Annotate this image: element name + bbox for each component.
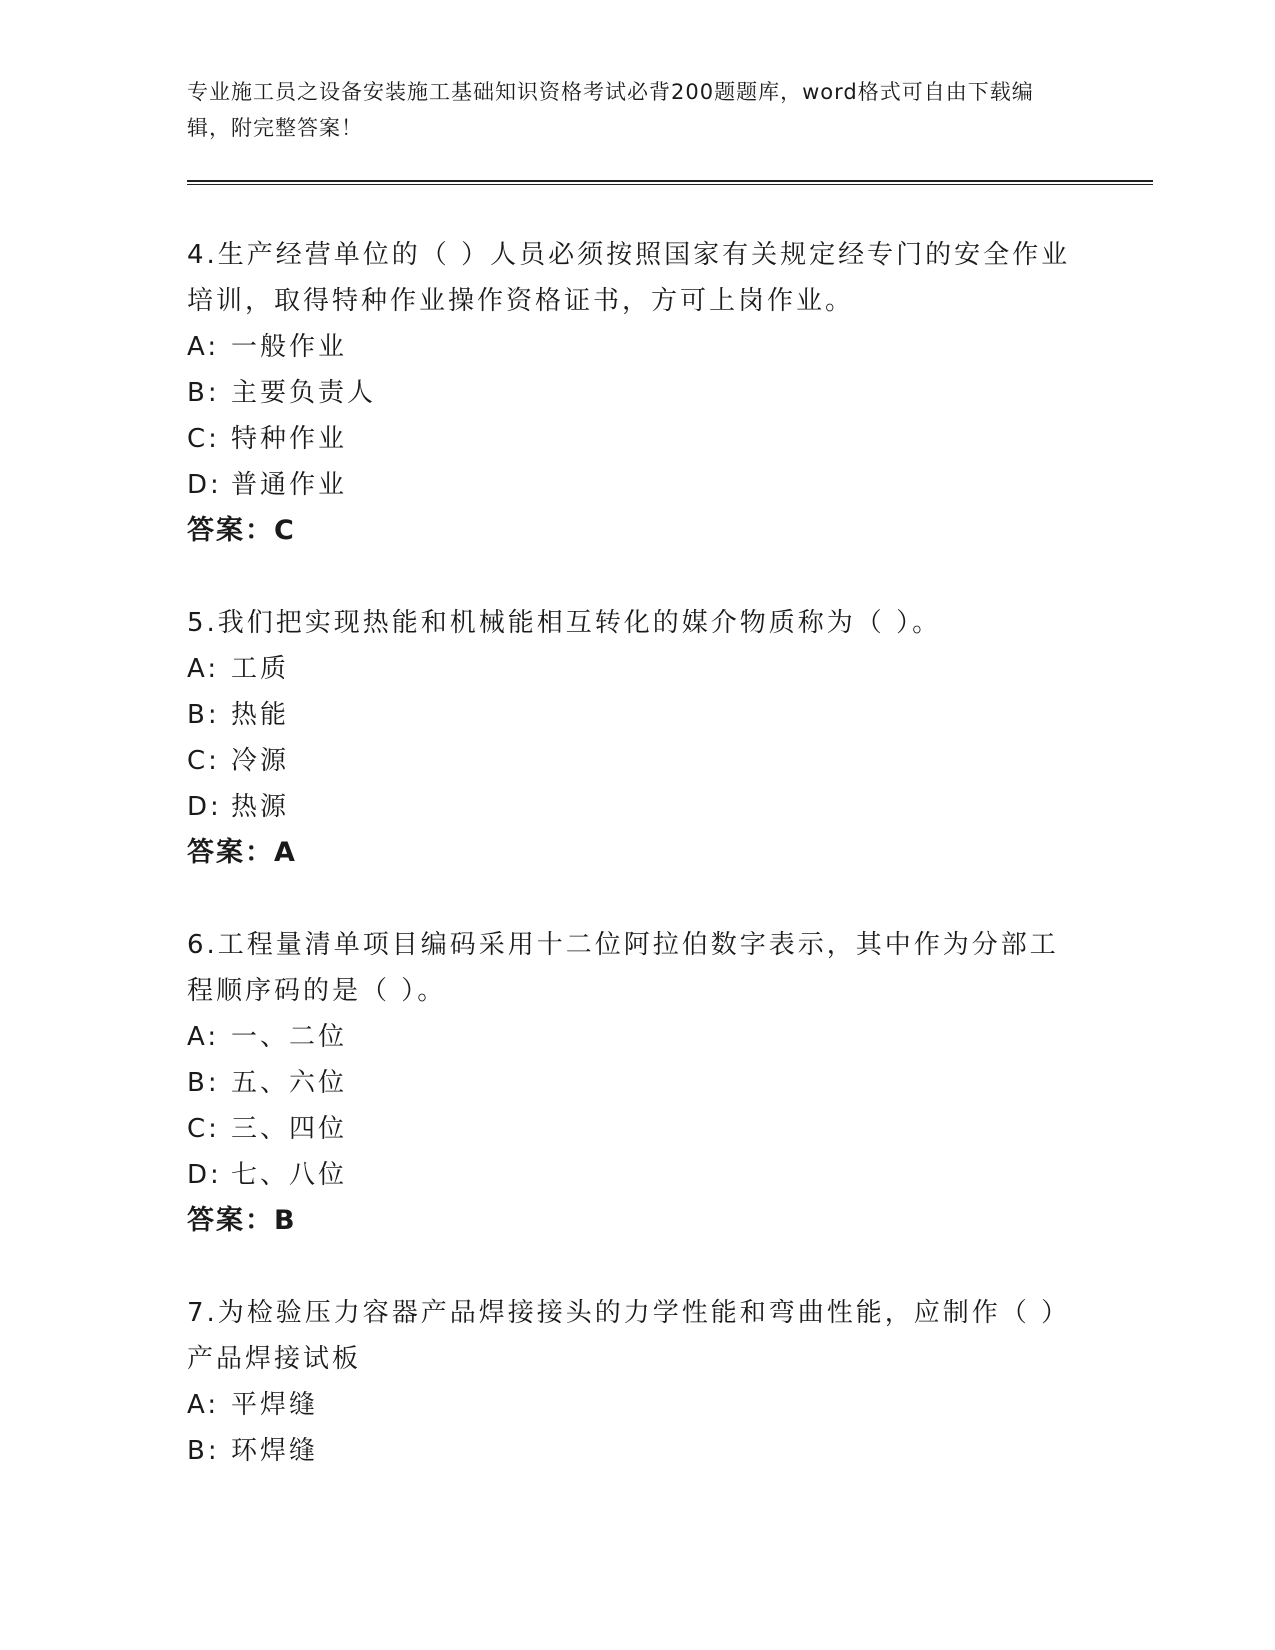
option-key: B: [187,1436,220,1466]
answer-line: 答案：C [187,515,296,546]
option-c [187,416,1087,462]
option-b [187,692,1087,738]
header-divider-thin [187,184,1153,185]
answer-line: 答案：A [187,837,297,868]
header-divider-thick [187,180,1153,182]
option-key: D: [187,792,222,822]
option-key: A: [187,1022,220,1052]
option-b [187,370,1087,416]
option-text: 冷源 [231,746,290,776]
option-text: 五、六位 [231,1068,348,1098]
option-d [187,784,1087,830]
option-key: A: [187,654,220,684]
question-5 [187,600,1087,876]
option-d [187,462,1087,508]
option-text: 普通作业 [231,470,348,500]
option-c [187,738,1087,784]
option-key: A: [187,332,220,362]
option-key: D: [187,1160,222,1190]
question-stem: 7.为检验压力容器产品焊接接头的力学性能和弯曲性能，应制作（ ）产品焊接试板 [187,1298,1071,1374]
option-key: C: [187,424,220,454]
option-c [187,1106,1087,1152]
option-key: C: [187,1114,220,1144]
question-stem: 6.工程量清单项目编码采用十二位阿拉伯数字表示，其中作为分部工程顺序码的是（ ）。 [187,930,1059,1006]
option-a [187,1382,1087,1428]
option-key: A: [187,1390,220,1420]
question-7 [187,1290,1087,1474]
option-text: 主要负责人 [231,378,377,408]
option-key: B: [187,378,220,408]
option-text: 平焊缝 [231,1390,319,1420]
option-d [187,1152,1087,1198]
option-text: 一、二位 [231,1022,348,1052]
option-b [187,1060,1087,1106]
option-text: 三、四位 [231,1114,348,1144]
option-text: 工质 [231,654,290,684]
option-text: 一般作业 [231,332,348,362]
option-key: B: [187,700,220,730]
document-header: 专业施工员之设备安装施工基础知识资格考试必背200题题库，word格式可自由下载编辑，附完整答案！ [187,80,1034,140]
answer-line: 答案：B [187,1205,297,1236]
option-text: 热能 [231,700,290,730]
option-key: B: [187,1068,220,1098]
option-a [187,324,1087,370]
option-text: 热源 [231,792,290,822]
question-list [187,232,1087,1520]
option-key: D: [187,470,222,500]
question-stem: 5.我们把实现热能和机械能相互转化的媒介物质称为（ ）。 [187,608,942,638]
option-text: 七、八位 [231,1160,348,1190]
question-4 [187,232,1087,554]
option-a [187,1014,1087,1060]
question-6 [187,922,1087,1244]
option-a [187,646,1087,692]
option-b [187,1428,1087,1474]
option-text: 环焊缝 [231,1436,319,1466]
question-stem: 4.生产经营单位的（ ）人员必须按照国家有关规定经专门的安全作业培训，取得特种作业操作资格证书，方可上岗作业。 [187,240,1071,316]
option-key: C: [187,746,220,776]
option-text: 特种作业 [231,424,348,454]
